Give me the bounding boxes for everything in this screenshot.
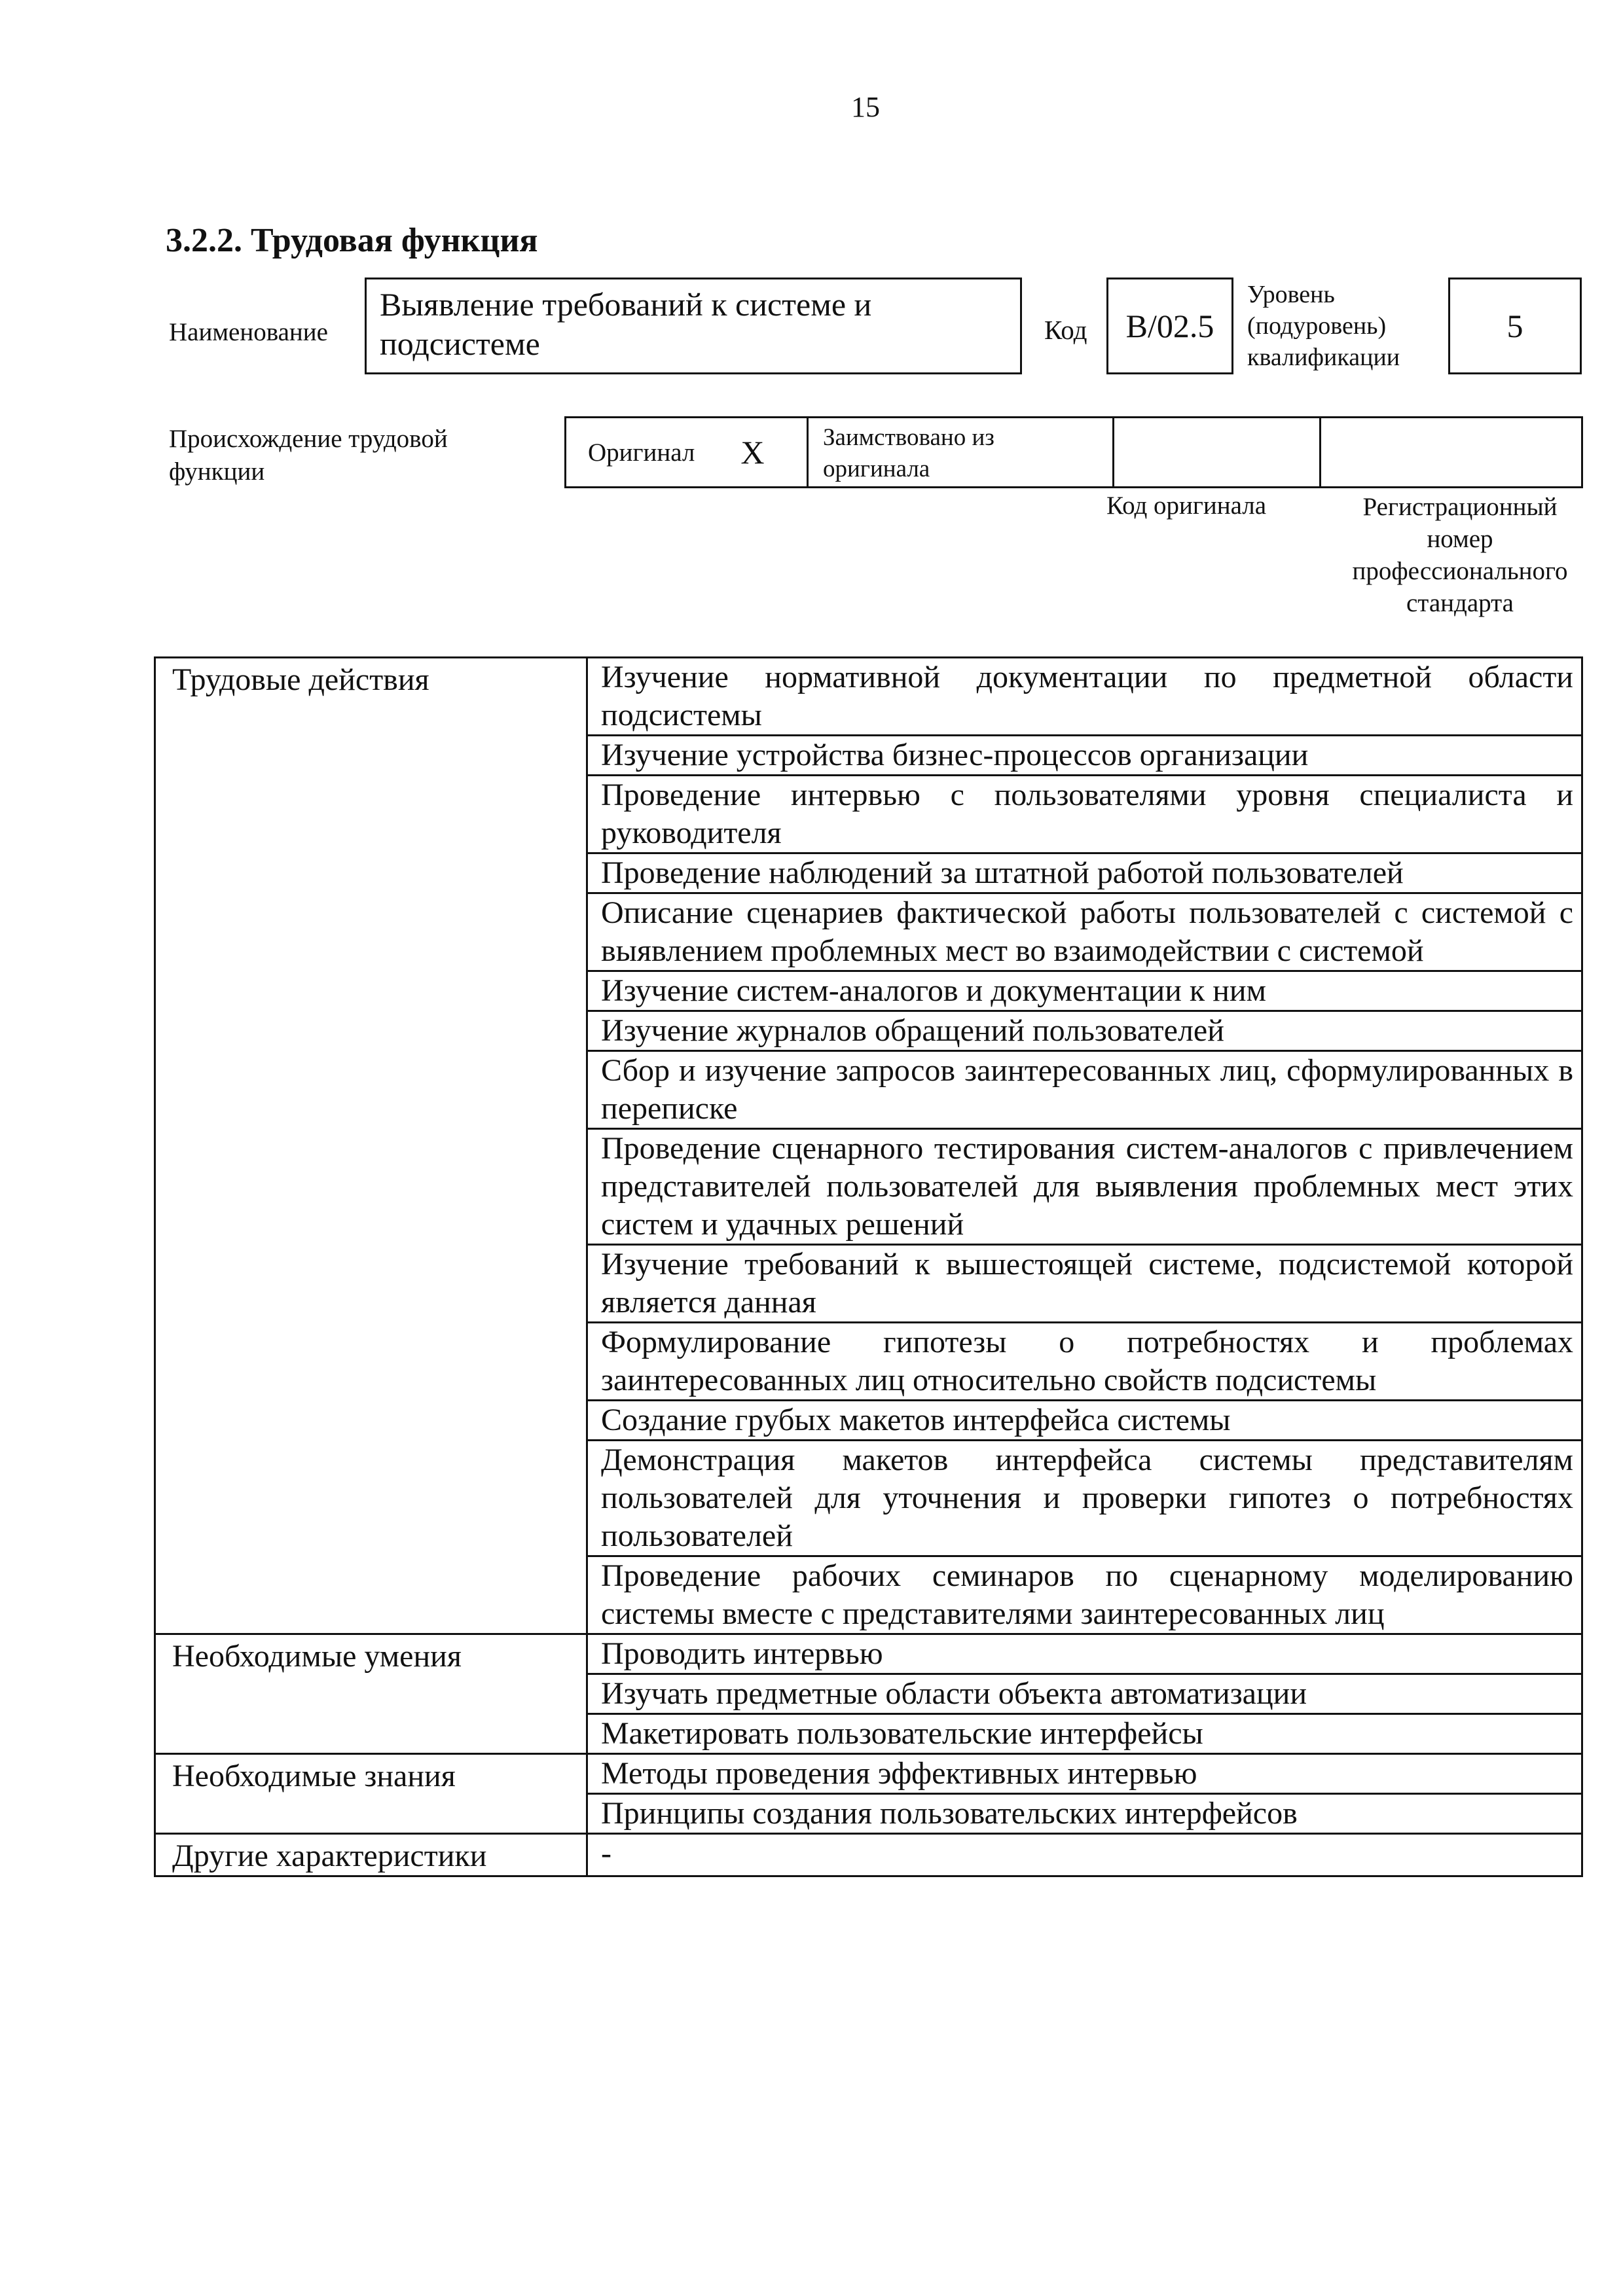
reg-label-line: номер (1427, 525, 1493, 553)
origin-table (564, 416, 1583, 488)
function-details-table (154, 656, 1583, 1877)
section-title-cell: Необходимые умения (155, 1634, 587, 1754)
labor-action-cell: Изучение требований к вышестоящей системе, подсистемой которой является данная (587, 1245, 1582, 1323)
code-label: Код (1044, 315, 1087, 345)
table-row (155, 658, 1582, 736)
labor-action-cell: Изучение журналов обращений пользователей (587, 1011, 1582, 1051)
labor-action-cell: Проведение сценарного тестирования систем-аналогов с привлечением представителей пользователей для выявления проблемных мест этих систем и удачных решений (587, 1129, 1582, 1245)
skill-cell: Изучать предметные области объекта автоматизации (587, 1674, 1582, 1714)
table-row (155, 1754, 1582, 1794)
reg-number-cell (1321, 418, 1581, 486)
labor-action-cell: Проведение рабочих семинаров по сценарному моделированию системы вместе с представителями заинтересованных лиц (587, 1556, 1582, 1634)
reg-label-line: Регистрационный (1362, 493, 1558, 521)
level-label-line: квалификации (1247, 344, 1400, 371)
origin-label-line: Происхождение трудовой (169, 425, 448, 453)
original-label: Оригинал (588, 438, 695, 467)
labor-action-cell: Изучение устройства бизнес-процессов организации (587, 736, 1582, 776)
labor-action-cell: Изучение систем-аналогов и документации к ним (587, 971, 1582, 1011)
labor-action-cell: Изучение нормативной документации по предметной области подсистемы (587, 658, 1582, 736)
page-number: 15 (851, 91, 880, 123)
borrowed-cell (809, 418, 1114, 486)
section-title-cell: Трудовые действия (155, 658, 587, 1634)
qualification-level-label (1247, 279, 1400, 373)
knowledge-cell: Методы проведения эффективных интервью (587, 1754, 1582, 1794)
reg-number-label (1329, 491, 1591, 619)
level-label-line: Уровень (1247, 281, 1335, 308)
reg-label-line: стандарта (1406, 589, 1514, 617)
origin-label (169, 423, 448, 488)
table-row (155, 1834, 1582, 1876)
other-characteristics-cell: - (587, 1834, 1582, 1876)
qualification-level-box: 5 (1448, 278, 1582, 374)
code-original-label: Код оригинала (1106, 492, 1267, 520)
original-cell (566, 418, 809, 486)
labor-action-cell: Формулирование гипотезы о потребностях и проблемах заинтересованных лиц относительно свойств подсистемы (587, 1323, 1582, 1401)
section-title-cell: Другие характеристики (155, 1834, 587, 1876)
labor-action-cell: Создание грубых макетов интерфейса системы (587, 1401, 1582, 1441)
section-title: 3.2.2. Трудовая функция (166, 222, 538, 259)
name-label: Наименование (169, 318, 328, 346)
origin-label-line: функции (169, 457, 265, 486)
original-code-cell (1114, 418, 1321, 486)
labor-action-cell: Демонстрация макетов интерфейса системы представителям пользователей для уточнения и проверки гипотез о потребностях пользователей (587, 1441, 1582, 1556)
level-label-line: (подуровень) (1247, 312, 1387, 340)
skill-cell: Проводить интервью (587, 1634, 1582, 1674)
function-name-box: Выявление требований к системе и подсистеме (365, 278, 1022, 374)
table-row (155, 1634, 1582, 1674)
labor-action-cell: Проведение наблюдений за штатной работой пользователей (587, 853, 1582, 893)
code-box: B/02.5 (1106, 278, 1233, 374)
labor-action-cell: Сбор и изучение запросов заинтересованных лиц, сформулированных в переписке (587, 1051, 1582, 1129)
borrowed-label-line: Заимствовано из (823, 424, 994, 451)
labor-action-cell: Описание сценариев фактической работы пользователей с системой с выявлением проблемных мест во взаимодействии с системой (587, 893, 1582, 971)
original-mark: X (740, 434, 765, 471)
borrowed-label-line: оригинала (823, 456, 930, 482)
skill-cell: Макетировать пользовательские интерфейсы (587, 1714, 1582, 1754)
reg-label-line: профессионального (1352, 557, 1568, 585)
section-title-cell: Необходимые знания (155, 1754, 587, 1834)
labor-action-cell: Проведение интервью с пользователями уровня специалиста и руководителя (587, 776, 1582, 853)
knowledge-cell: Принципы создания пользовательских интерфейсов (587, 1794, 1582, 1834)
